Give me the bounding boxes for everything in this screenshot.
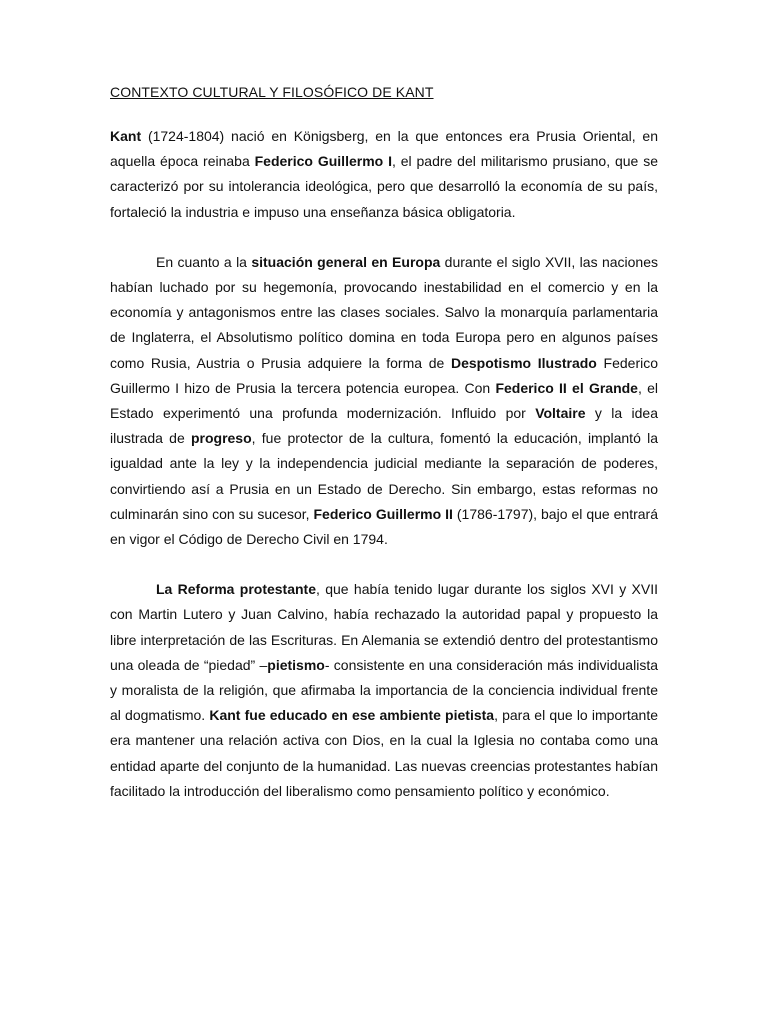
paragraph-protestant-reformation: [110, 577, 658, 804]
bold-text: progreso: [190, 430, 252, 447]
body-text: , para el que lo importante era mantener una relación activa con Dios, en la cual la Iglesia no contaba como una entidad aparte del conjunto de la humanidad. Las nuevas creencias protestantes habían facilitado la introducción del liberalismo como pensamiento político y económico.: [110, 707, 659, 799]
body-text: , que había tenido lugar durante los siglos XVI y XVII con Martin Lutero y Juan Calvino, había rechazado la autoridad papal y propuesto la libre interpretación de las Escrituras. En Alemania se extendió dentro del protestantismo una oleada de “piedad” –: [110, 581, 658, 673]
bold-text: La Reforma protestante: [156, 581, 317, 598]
bold-text: Despotismo Ilustrado: [450, 354, 597, 371]
document-title: CONTEXTO CULTURAL Y FILOSÓFICO DE KANT: [110, 84, 434, 100]
bold-text: Voltaire: [535, 405, 586, 422]
body-text: En cuanto a la: [156, 253, 252, 270]
bold-text: Kant: [110, 128, 142, 144]
paragraph-kant-biography: [110, 124, 658, 225]
bold-text: Kant fue educado en ese ambiente pietista: [209, 707, 495, 724]
body-text: durante el siglo XVII, las naciones habían luchado por su hegemonía, provocando inestabilidad en el comercio y en la economía y antagonismos entre las clases sociales. Salvo la monarquía parlamentaria de Inglaterra, el Absolutismo político domina en toda Europa pero en algunos países como Rusia, Austria o Prusia adquiere la forma de: [110, 253, 658, 371]
body-text: (1786-1797), bajo el que entrará en vigor el Código de Derecho Civil en 1794.: [110, 505, 659, 548]
body-text: , el Estado experimentó una profunda modernización. Influido por: [110, 379, 658, 422]
body-text: , fue protector de la cultura, fomentó la educación, implantó la igualdad ante la ley y la independencia judicial mediante la separación de poderes, convirtiendo así a Prusia en un Estado de Derecho. Sin embargo, estas reformas no culminarán sino con su sucesor,: [110, 430, 658, 522]
bold-text: situación general en Europa: [251, 253, 441, 270]
body-text: - consistente en una consideración más individualista y moralista de la religión, que afirmaba la importancia de la conciencia individual frente al dogmatismo.: [110, 656, 658, 724]
bold-text: Federico II el Grande: [495, 379, 638, 396]
body-text: y la idea ilustrada de: [110, 405, 658, 447]
document-page: [110, 84, 658, 829]
body-text: Federico Guillermo I hizo de Prusia la tercera potencia europea. Con: [110, 354, 659, 396]
bold-text: pietismo: [267, 656, 325, 673]
body-text: (1724-1804) nació en Königsberg, en la que entonces era Prusia Oriental, en aquella época reinaba: [110, 128, 658, 170]
paragraph-europe-situation: [110, 250, 658, 552]
bold-text: Federico Guillermo I: [254, 153, 392, 170]
bold-text: Federico Guillermo II: [313, 505, 453, 522]
body-text: , el padre del militarismo prusiano, que se caracterizó por su intolerancia ideológica, pero que desarrolló la economía de su país, fortaleció la industria e impuso una enseñanza básica obligatoria.: [110, 153, 658, 220]
